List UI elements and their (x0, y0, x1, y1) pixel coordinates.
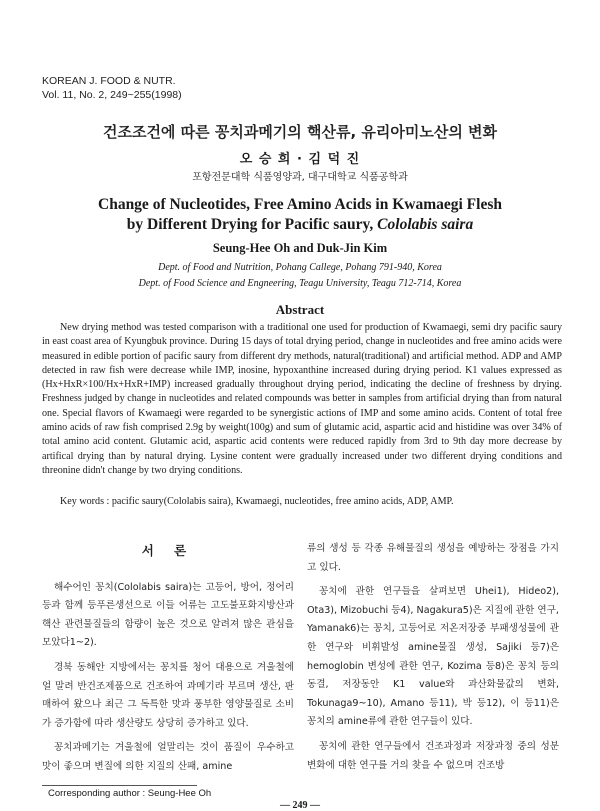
affiliation-1: Dept. of Food and Nutrition, Pohang Callege, Pohang 791-940, Korea (158, 262, 442, 273)
journal-volume: Vol. 11, No. 2, 249~255(1998) (42, 89, 182, 101)
right-paragraph-1: 류의 생성 등 각종 유해물질의 생성을 예방하는 장점을 가지고 있다. (307, 543, 559, 573)
english-title-line-2 (0, 215, 600, 235)
right-paragraph-2: 꽁치에 관한 연구들을 살펴보면 Uhei1), Hideo2), Ota3), Mizobuchi 등4), Nagakura5)은 지질에 관한 연구, Yamanak6)는 꽁치, 고등어로 저온저장중 부패생성물에 관한 연구와 비휘발성 amine물질 생성, Sajiki 등7)은 hemoglobin 변성에 관한 연구, Kozima 등8)은 꽁치 등의 동결, 저장동안 K1 value와 과산화물값의 변화, Tokunaga9~10), Amano 등11), 박 등12), 이 등11)은 꽁치의 amine류에 관한 연구들이 있다. (307, 586, 559, 728)
footnote-divider (42, 785, 197, 786)
journal-name: KOREAN J. FOOD & NUTR. (42, 75, 176, 87)
english-title (0, 195, 600, 235)
left-paragraph-1: 해수어인 꽁치(Cololabis saira)는 고등어, 방어, 정어리 등과 함께 등푸른생선으로 이들 어류는 고도불포화지방산과 핵산 관련물질들의 함량이 높은 것으로 알려져 많은 관심을 모았다1~2). (42, 581, 294, 649)
affiliation-2: Dept. of Food Science and Engneering, Teagu University, Teagu 712-714, Korea (138, 278, 462, 289)
keywords: Key words : pacific saury(Cololabis saira), Kwamaegi, nucleotides, free amino acids, ADP, AMP. (60, 496, 454, 507)
english-title-prefix: by Different Drying for Pacific saury, (126, 216, 378, 233)
english-affiliations (0, 260, 600, 292)
english-title-line-1: Change of Nucleotides, Free Amino Acids in Kwamaegi Flesh (98, 196, 502, 213)
page-number: — 249 — (280, 800, 320, 811)
corresponding-author-footnote: Corresponding author : Seung-Hee Oh (48, 788, 212, 799)
abstract-heading: Abstract (275, 302, 325, 317)
left-column (42, 540, 294, 777)
korean-title: 건조조건에 따른 꽁치과메기의 핵산류, 유리아미노산의 변화 (102, 123, 498, 141)
english-authors: Seung-Hee Oh and Duk-Jin Kim (212, 241, 388, 255)
abstract-body (42, 321, 562, 478)
left-paragraph-3: 꽁치과메기는 겨울철에 얼말리는 것이 품질이 우수하고 맛이 좋으며 변질에 의한 지질의 산패, amine (42, 742, 294, 772)
korean-authors: 오 승 희 · 김 덕 진 (239, 152, 361, 167)
species-name: Cololabis saira (377, 216, 474, 233)
korean-affiliation: 포항전문대학 식품영양과, 대구대학교 식품공학과 (192, 172, 408, 183)
section-heading: 서 론 (141, 543, 195, 558)
right-column (307, 540, 559, 775)
abstract-paragraph: New drying method was tested comparison with a traditional one used for production of Kwamaegi, semi dry pacific saury in east coast area of Kyungbuk province. During 15 days of total drying period, change in nucleotides and free amino acids were measured in edible portion of pacific saury from different dry methods, natural(traditional) and artificial method. ADP and AMP detected in raw fish were decrease while IMP, inosine, hypoxanthine increased during drying period. K1 values expressed as (Hx+HxR×100/Hx+HxR+IMP) increased gradually throughout drying period, indicating the decline of freshness by drying. Freshness judged by change in nucleotides and related compounds was better in samples from artificial drying than from natural one. Special flavors of Kwamaegi were regarded to be synergistic actions of IMP and some amino acids. Content of total free amino acids of raw fish comprised 2.9g by weight(100g) and sum of glutamic acid, aspartic acid and histidine was over 34% of total amino acid content. Glutamic acid, aspartic acid contents were reduced rapidly from 3rd to 9th day more decrease by artifical drying than by natural drying. Lysine content were gradually increased under two different drying conditions and threonine didn't change by two drying conditions. (42, 322, 562, 476)
right-paragraph-3: 꽁치에 관한 연구들에서 건조과정과 저장과정 중의 성분 변화에 대한 연구를 거의 찾을 수 없으며 건조방 (307, 740, 559, 771)
journal-header (42, 74, 182, 102)
left-paragraph-2: 경북 동해안 지방에서는 꽁치를 청어 대용으로 겨울철에 얼 말려 반건조제품으로 건조하여 과메기라 부르며 생산, 판매하여 왔으나 최근 그 독특한 맛과 풍부한 영양물질로 소비가 증가함에 따라 생산량도 상당히 증가하고 있다. (42, 661, 294, 729)
